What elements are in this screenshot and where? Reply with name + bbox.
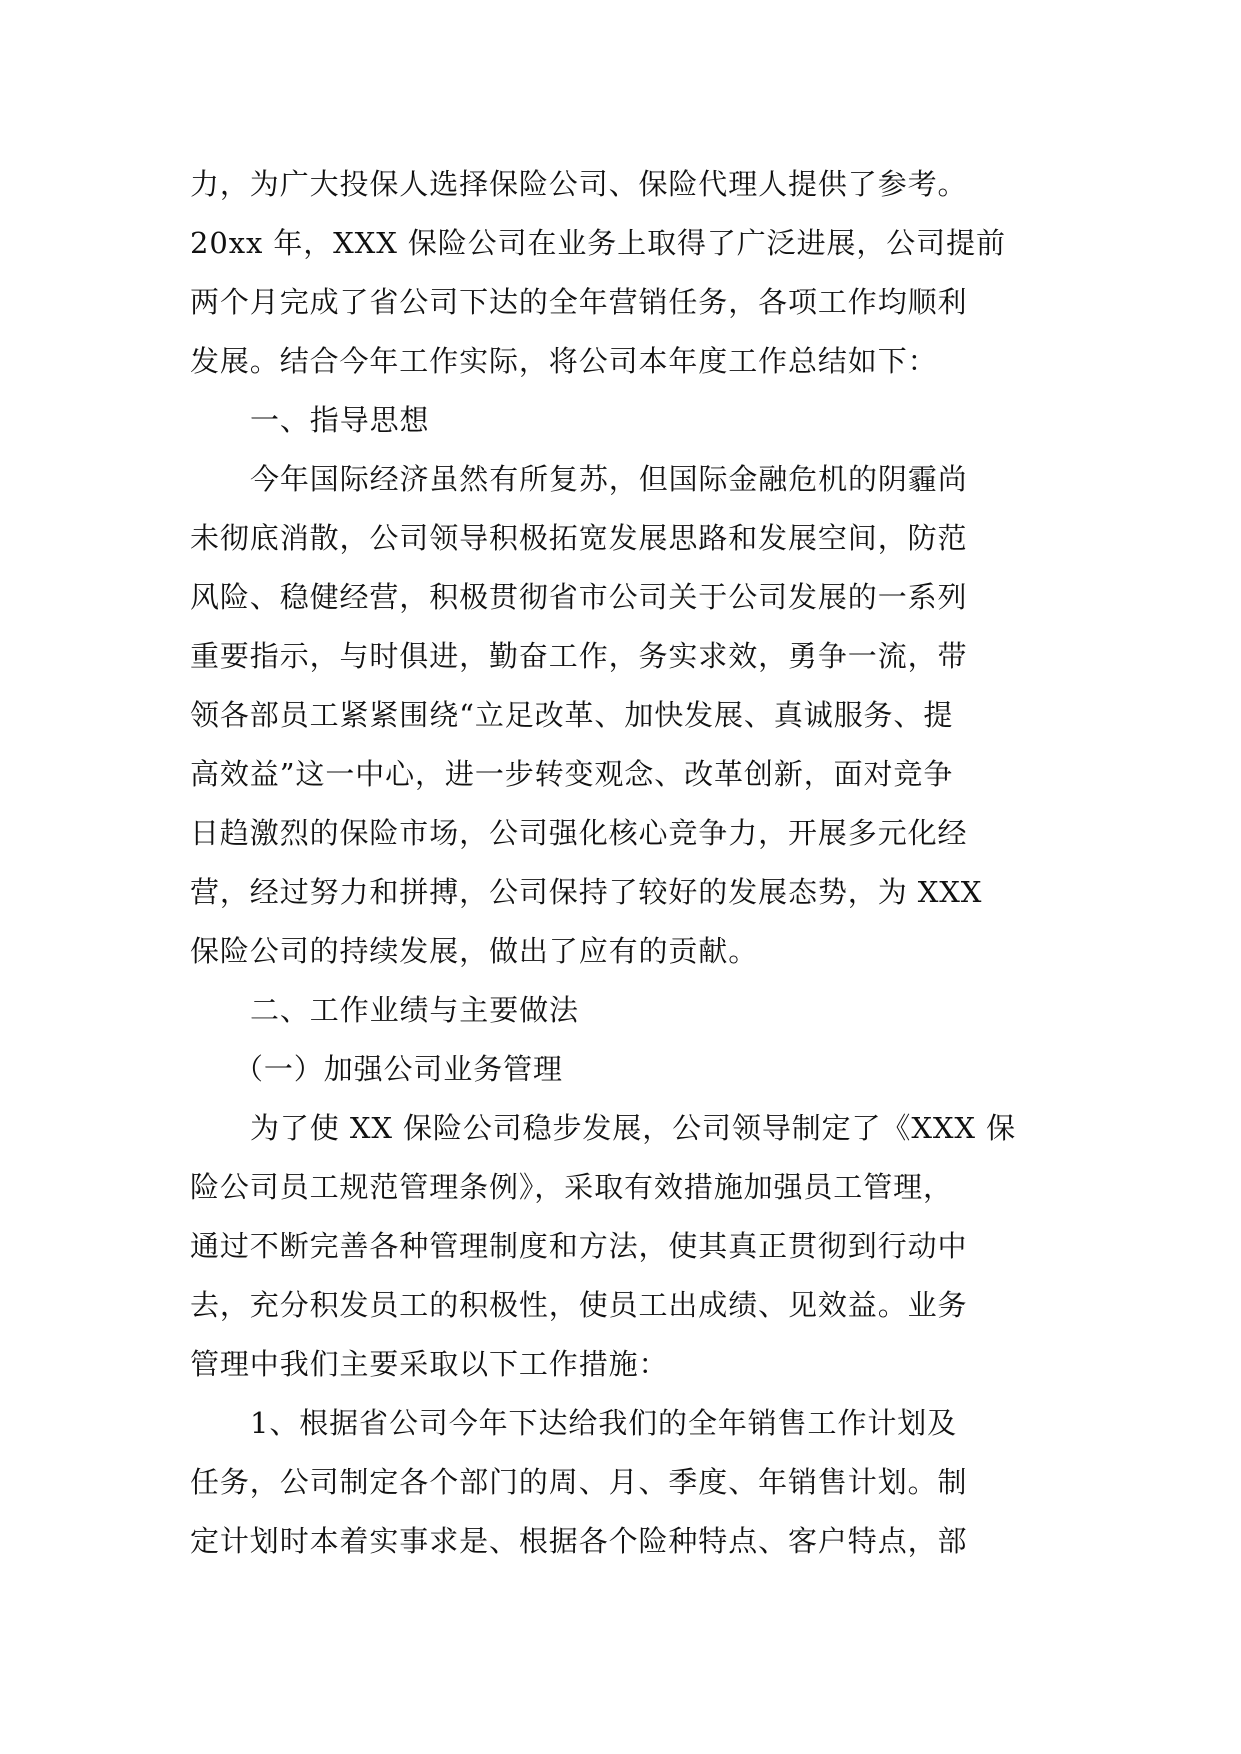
section-heading-achievements: 二、工作业绩与主要做法 xyxy=(250,993,579,1027)
paragraph-line: 营，经过努力和拼搏，公司保持了较好的发展态势，为 XXX xyxy=(190,875,983,909)
paragraph-line: 两个月完成了省公司下达的全年营销任务，各项工作均顺利 xyxy=(190,285,968,319)
paragraph-line: 管理中我们主要采取以下工作措施： xyxy=(190,1347,669,1381)
section-heading-guiding-thought: 一、指导思想 xyxy=(250,403,430,437)
paragraph-line: 为了使 XX 保险公司稳步发展，公司领导制定了《XXX 保 xyxy=(250,1111,1016,1145)
paragraph-line: 领各部员工紧紧围绕“立足改革、加快发展、真诚服务、提 xyxy=(190,698,954,732)
paragraph-line: 20xx 年，XXX 保险公司在业务上取得了广泛进展，公司提前 xyxy=(190,226,1006,260)
paragraph-line: 险公司员工规范管理条例》，采取有效措施加强员工管理， xyxy=(190,1170,953,1204)
paragraph-line: 保险公司的持续发展，做出了应有的贡献。 xyxy=(190,934,759,968)
paragraph-line: 日趋激烈的保险市场，公司强化核心竞争力，开展多元化经 xyxy=(190,816,968,850)
paragraph-line: 1、根据省公司今年下达给我们的全年销售工作计划及 xyxy=(250,1406,958,1440)
paragraph-line: 今年国际经济虽然有所复苏，但国际金融危机的阴霾尚 xyxy=(250,462,968,496)
paragraph-line: 任务，公司制定各个部门的周、月、季度、年销售计划。制 xyxy=(190,1465,968,1499)
paragraph-line: 未彻底消散，公司领导积极拓宽发展思路和发展空间，防范 xyxy=(190,521,968,555)
document-body xyxy=(190,155,1050,1571)
paragraph-line: 重要指示，与时俱进，勤奋工作，务实求效，勇争一流，带 xyxy=(190,639,968,673)
paragraph-line: 力，为广大投保人选择保险公司、保险代理人提供了参考。 xyxy=(190,167,968,201)
paragraph-line: 定计划时本着实事求是、根据各个险种特点、客户特点，部 xyxy=(190,1524,968,1558)
paragraph-line: 高效益”这一中心，进一步转变观念、改革创新，面对竞争 xyxy=(190,757,954,791)
paragraph-line: 风险、稳健经营，积极贯彻省市公司关于公司发展的一系列 xyxy=(190,580,968,614)
paragraph-line: 通过不断完善各种管理制度和方法，使其真正贯彻到行动中 xyxy=(190,1229,968,1263)
subsection-heading-business-management: （一）加强公司业务管理 xyxy=(234,1052,563,1086)
paragraph-line: 发展。结合今年工作实际，将公司本年度工作总结如下： xyxy=(190,344,938,378)
paragraph-line: 去，充分积发员工的积极性，使员工出成绩、见效益。业务 xyxy=(190,1288,968,1322)
